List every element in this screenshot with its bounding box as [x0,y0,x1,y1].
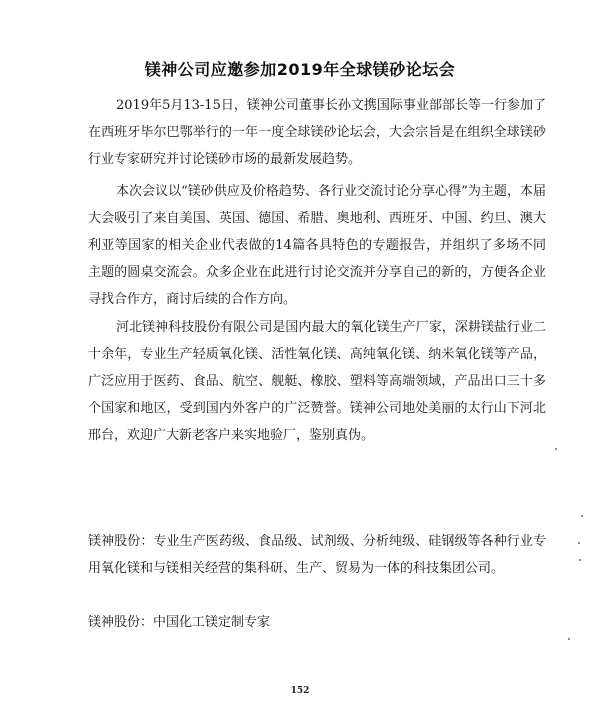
scan-speck [579,559,581,561]
paragraph-company-profile: 河北镁神科技股份有限公司是国内最大的氧化镁生产厂家，深耕镁盐行业二十余年，专业生产轻质氧化镁、活性氧化镁、高纯氧化镁、纳米氧化镁等产品，广泛应用于医药、食品、航空、舰艇、橡胶、塑料等高端领域，产品出口三十多个国家和地区，受到国内外客户的广泛赞誉。镁神公司地处美丽的太行山下河北邢台，欢迎广大新老客户来实地验厂，鉴别真伪。 [88,320,546,443]
company-summary-line: 镁神股份：专业生产医药级、食品级、试剂级、分析纯级、硅钢级等各种行业专用氧化镁和与镁相关经营的集科研、生产、贸易为一体的科技集团公司。 [88,534,546,576]
company-slogan-line: 镁神股份：中国化工镁定制专家 [88,615,271,630]
scan-speck [581,515,583,517]
scan-speck [568,638,570,640]
article-title: 镁神公司应邀参加2019年全球镁砂论坛会 [144,59,456,79]
page-number: 152 [290,686,310,696]
scan-speck [578,542,580,544]
paragraph-conference-theme: 本次会议以“镁砂供应及价格趋势、各行业交流讨论分享心得”为主题，本届大会吸引了来自美国、英国、德国、希腊、奥地利、西班牙、中国、约旦、澳大利亚等国家的相关企业代表做的14篇各具特色的专题报告，并组织了多场不同主题的圆桌交流会。众多企业在此进行讨论交流并分享自己的新的，方便各企业寻找合作方，商讨后续的合作方向。 [88,184,546,307]
paragraph-event-intro: 2019年5月13-15日，镁神公司董事长孙文携国际事业部部长等一行参加了在西班牙毕尔巴鄂举行的一年一度全球镁砂论坛会，大会宗旨是在组织全球镁砂行业专家研究并讨论镁砂市场的最新发展趋势。 [88,98,546,167]
scan-speck [555,448,557,450]
